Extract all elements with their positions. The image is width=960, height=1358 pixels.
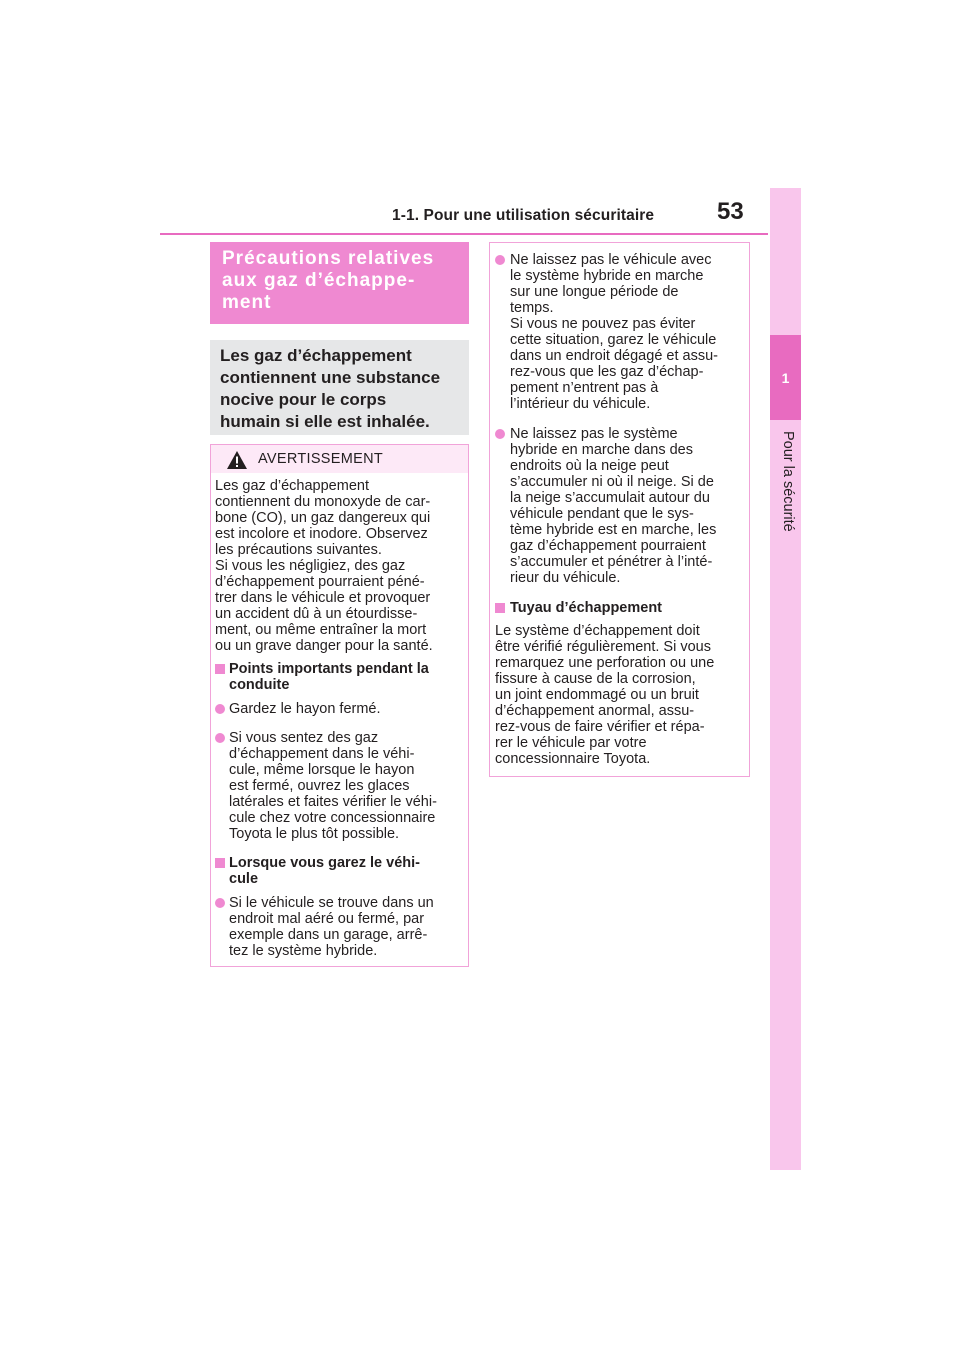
warning-triangle-icon bbox=[226, 450, 248, 470]
round-bullet-icon bbox=[215, 733, 225, 743]
section-header bbox=[210, 242, 469, 324]
running-header-title: 1-1. Pour une utilisation sécuritaire bbox=[392, 207, 655, 224]
square-bullet-icon bbox=[495, 603, 505, 613]
square-bullet-icon bbox=[215, 664, 225, 674]
summary-box bbox=[210, 340, 469, 435]
round-bullet-icon bbox=[495, 429, 505, 439]
bullet-item: Si le véhicule se trouve dans un endroit mal aéré ou fermé, par exemple dans un garage, arrê- tez le système hybride. bbox=[229, 895, 434, 959]
chapter-number: 1 bbox=[781, 370, 790, 386]
round-bullet-icon bbox=[215, 704, 225, 714]
section-title: Précautions relatives aux gaz d’échappe- ment bbox=[222, 248, 435, 313]
square-bullet-icon bbox=[215, 858, 225, 868]
bullet-item: Gardez le hayon fermé. bbox=[229, 701, 381, 717]
warning-title: AVERTISSEMENT bbox=[258, 451, 384, 467]
bullet-item: Ne laissez pas le véhicule avec le système hybride en marche sur une longue période de temps. Si vous ne pouvez pas éviter cette situation, garez le véhicule dans un endroit dégagé et assu- rez-vous que les gaz d’échap- pement n’entrent pas à l’intérieur du véhicule. bbox=[510, 252, 718, 412]
warning-intro: Les gaz d’échappement contiennent du monoxyde de car- bone (CO), un gaz dangereux qui est incolore et inodore. Observez les précautions suivantes. Si vous les négligiez, des gaz d’échappement pourraient péné- trer dans le véhicule et provoquer un accident dû à un étourdisse- ment, ou même entraîner la mort ou un grave danger pour la santé. bbox=[215, 478, 433, 654]
summary-text: Les gaz d’échappement contiennent une substance nocive pour le corps humain si elle est inhalée. bbox=[220, 346, 441, 431]
header-divider bbox=[160, 233, 768, 235]
page-number: 53 bbox=[717, 198, 744, 225]
bullet-item: Si vous sentez des gaz d’échappement dans le véhi- cule, même lorsque le hayon est fermé, ouvrez les glaces latérales et faites vérifier le véhi- cule chez votre concessionnaire Toyota le plus tôt possible. bbox=[229, 730, 437, 842]
round-bullet-icon bbox=[215, 898, 225, 908]
bullet-item: Ne laissez pas le système hybride en marche dans des endroits où la neige peut s’accumuler ni où il neige. Si de la neige s’accumulait autour du véhicule pendant que le sys- tème hybride est en marche, les gaz d’échappement pourraient s’accumuler et pénétrer à l’inté- rieur du véhicule. bbox=[510, 426, 717, 586]
paragraph: Le système d’échappement doit être vérifié régulièrement. Si vous remarquez une perforation ou une fissure à cause de la corrosion, un joint endommagé ou un bruit d’échappement anormal, assu- rez-vous de faire vérifier et répa- rer le véhicule par votre concessionnaire Toyota. bbox=[495, 623, 715, 767]
subsection-heading: Lorsque vous garez le véhi- cule bbox=[229, 855, 420, 887]
chapter-label: Pour la sécurité bbox=[780, 431, 796, 532]
round-bullet-icon bbox=[495, 255, 505, 265]
subsection-heading: Tuyau d’échappement bbox=[510, 600, 663, 616]
subsection-heading: Points importants pendant la conduite bbox=[229, 661, 429, 693]
